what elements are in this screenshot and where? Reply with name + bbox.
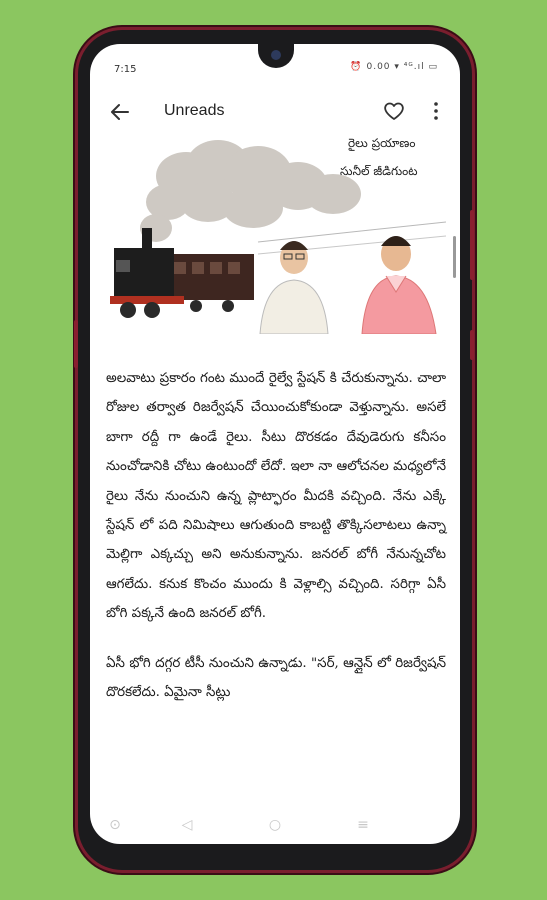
menu-lines-icon[interactable]: ≡ — [357, 817, 369, 833]
app-bar — [90, 90, 460, 134]
system-nav-bar — [90, 806, 460, 844]
story-illustration — [108, 136, 446, 334]
story-title: రైలు ప్రయాణం — [348, 136, 416, 150]
status-icons: ⏰ 0.00 ▾ ⁴ᴳ.ıl ▭ — [350, 62, 438, 72]
status-bar — [90, 44, 460, 80]
phone-side-button — [470, 210, 474, 280]
phone-side-button — [470, 330, 474, 360]
heart-outline-icon[interactable] — [382, 99, 406, 123]
article-body — [106, 364, 446, 727]
article-paragraph: అలవాటు ప్రకారం గంట ముందే రైల్వే స్టేషన్ కి చేరుకున్నాను. చాలా రోజుల తర్వాత రిజర్వేషన్ చేయించుకోకుండా వెళ్తున్నాను. అసలే బాగా రద్దీ గా ఉండే రైలు. సీటు దొరకడం దేవుడెరుగు కనీసం నుంచోడానికి చోటు ఉంటుందో లేదో. ఇలా నా ఆలోచనల మధ్యలోనే రైలు నేను నుంచుని ఉన్న ప్లాట్ఫారం మీదకి వచ్చింది. నేను ఎక్కే స్టేషన్ లో పది నిమిషాలు ఆగుతుంది కాబట్టి తొక్కిసలాటలు ఉన్నా మెల్లిగా ఎక్కచ్చు అని అనుకున్నాను. జనరల్ బోగీ నేనున్నచోట ఆగలేదు. కనుక కొంచం ముందు కి వెళ్లాల్సి వచ్చింది. సరిగ్గా ఏసీ బోగి పక్కనే ఉంది జనరల్ బోగీ. — [106, 371, 446, 622]
story-author: సునీల్ జీడిగుంట — [340, 164, 418, 178]
home-circle-icon[interactable]: ○ — [268, 817, 282, 833]
reader-content[interactable] — [90, 136, 460, 806]
back-triangle-icon[interactable]: ◁ — [181, 817, 193, 833]
status-time: 7:15 — [114, 64, 137, 75]
arrow-left-icon[interactable] — [108, 100, 132, 124]
recents-dot-icon[interactable]: ⊙ — [109, 817, 121, 833]
phone-side-button — [74, 320, 78, 368]
phone-screen — [90, 44, 460, 844]
scrollbar[interactable] — [453, 236, 456, 278]
more-vert-icon[interactable] — [430, 99, 442, 123]
page-title: Unreads — [164, 102, 225, 119]
article-paragraph: ఏసీ భోగి దగ్గర టీసీ నుంచుని ఉన్నాడు. "సర్, ఆన్లైన్ లో రిజర్వేషన్ దొరకలేదు. ఏమైనా సీట్లు — [106, 655, 446, 701]
